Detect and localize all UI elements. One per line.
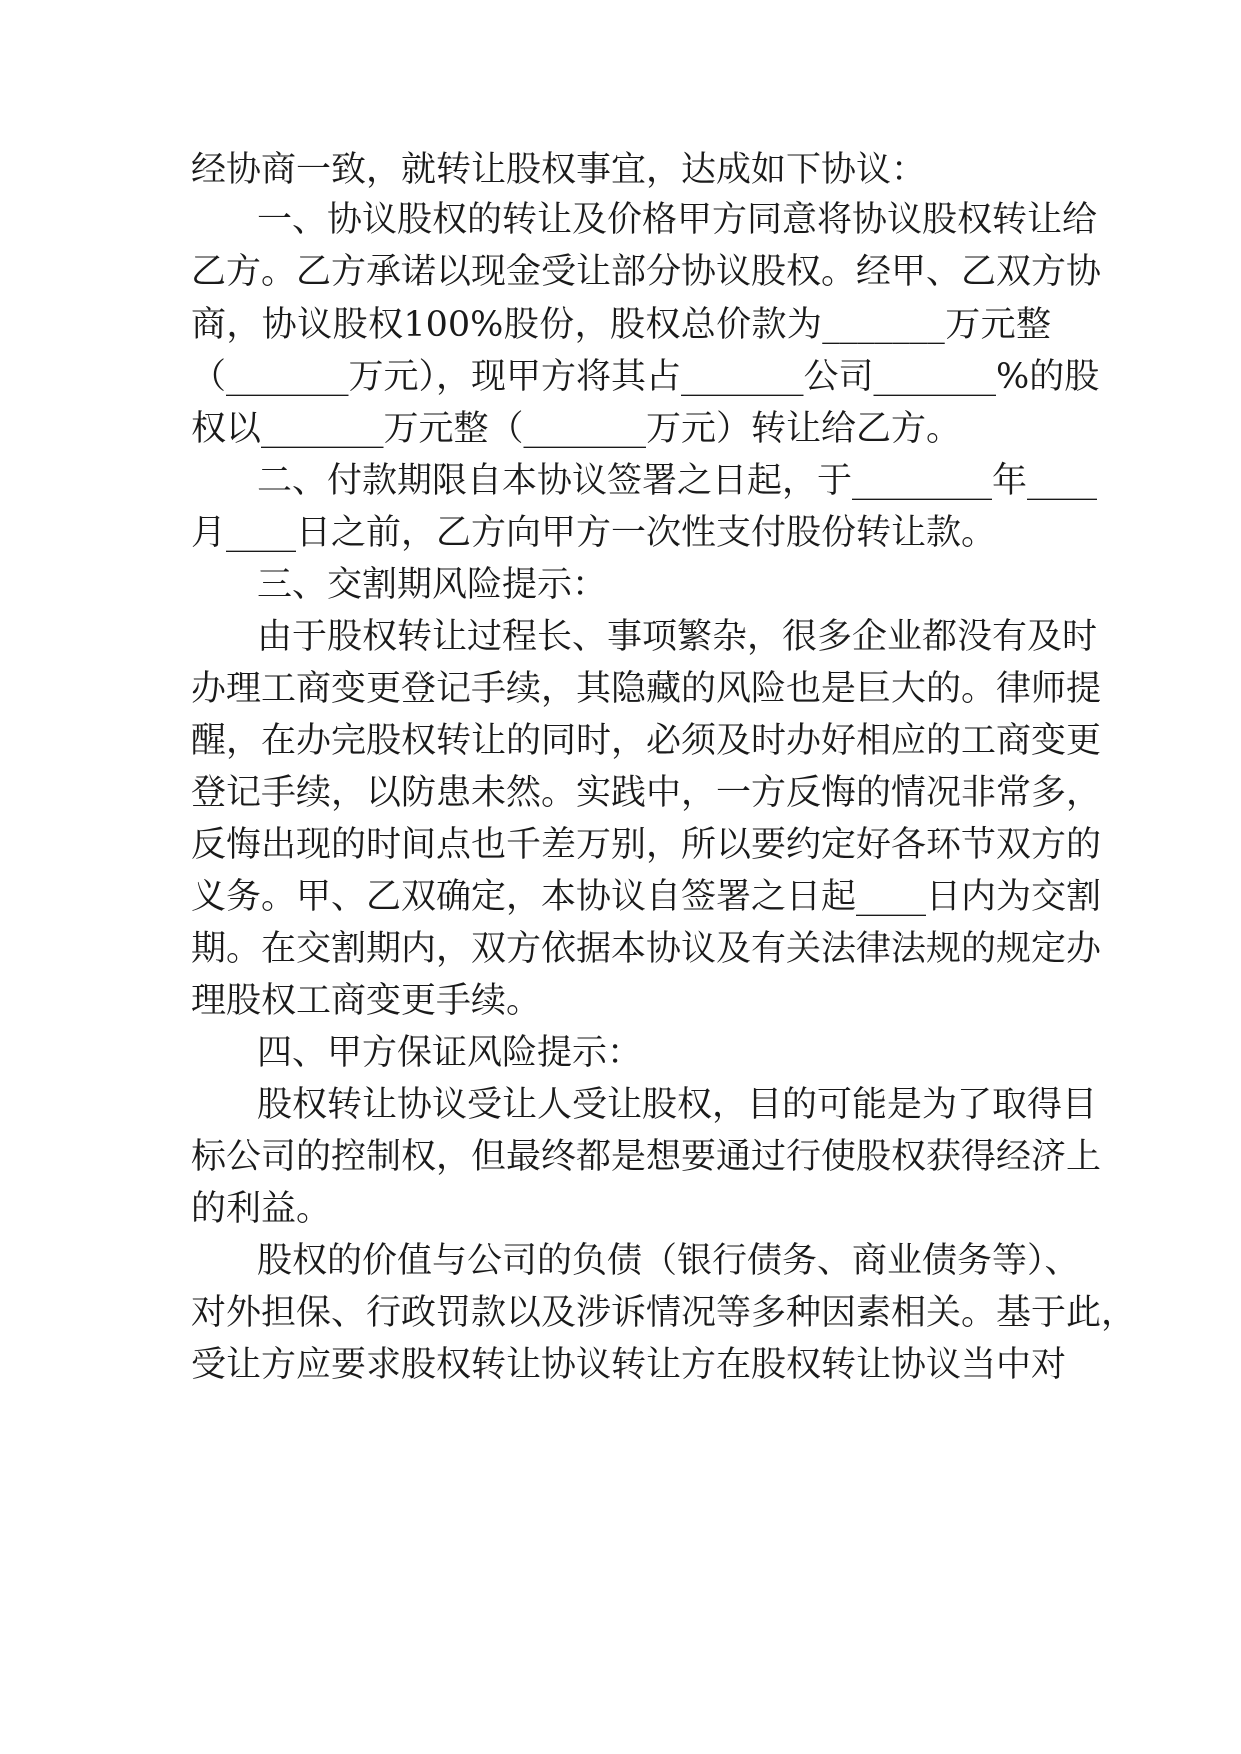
section-3-line-2: 办理工商变更登记手续，其隐藏的风险也是巨大的。律师提 <box>191 669 1102 709</box>
section-3-line-3: 醒，在办完股权转让的同时，必须及时办好相应的工商变更 <box>191 721 1102 761</box>
section-4-line-2: 标公司的控制权，但最终都是想要通过行使股权获得经济上 <box>191 1137 1102 1177</box>
paragraph-intro: 经协商一致，就转让股权事宜，达成如下协议： <box>191 150 927 190</box>
section-3-line-1: 由于股权转让过程长、事项繁杂，很多企业都没有及时 <box>257 617 1098 657</box>
section-3-line-5: 反悔出现的时间点也千差万别，所以要约定好各环节双方的 <box>191 825 1102 865</box>
clause-1-line-5: 权以_______万元整（_______万元）转让给乙方。 <box>191 409 962 449</box>
clause-1-line-3: 商，协议股权100%股份，股权总价款为_______万元整 <box>191 305 1051 345</box>
section-3-line-6: 义务。甲、乙双确定，本协议自签署之日起____日内为交割 <box>191 877 1102 917</box>
section-3-line-4: 登记手续，以防患未然。实践中，一方反悔的情况非常多， <box>191 773 1102 813</box>
section-heading-4: 四、甲方保证风险提示： <box>257 1033 643 1073</box>
clause-1-line-2: 乙方。乙方承诺以现金受让部分协议股权。经甲、乙双方协 <box>191 252 1102 292</box>
clause-2-line-1: 二、付款期限自本协议签署之日起，于________年____ <box>257 461 1098 501</box>
section-4-line-1: 股权转让协议受让人受让股权，目的可能是为了取得目 <box>257 1085 1098 1125</box>
clause-1-line-1: 一、协议股权的转让及价格甲方同意将协议股权转让给 <box>257 200 1098 240</box>
section-3-line-7: 期。在交割期内，双方依据本协议及有关法律法规的规定办 <box>191 929 1102 969</box>
section-4-para-2-line-3: 受让方应要求股权转让协议转让方在股权转让协议当中对 <box>191 1345 1067 1385</box>
section-3-line-8: 理股权工商变更手续。 <box>191 981 542 1021</box>
section-4-line-3: 的利益。 <box>191 1189 332 1229</box>
section-heading-3: 三、交割期风险提示： <box>257 565 608 605</box>
section-4-para-2-line-2: 对外担保、行政罚款以及涉诉情况等多种因素相关。基于此， <box>191 1293 1137 1333</box>
clause-1-line-4: （_______万元），现甲方将其占_______公司_______%的股 <box>191 357 1100 397</box>
clause-2-line-2: 月____日之前，乙方向甲方一次性支付股份转让款。 <box>191 513 997 553</box>
section-4-para-2-line-1: 股权的价值与公司的负债（银行债务、商业债务等）、 <box>257 1241 1080 1281</box>
